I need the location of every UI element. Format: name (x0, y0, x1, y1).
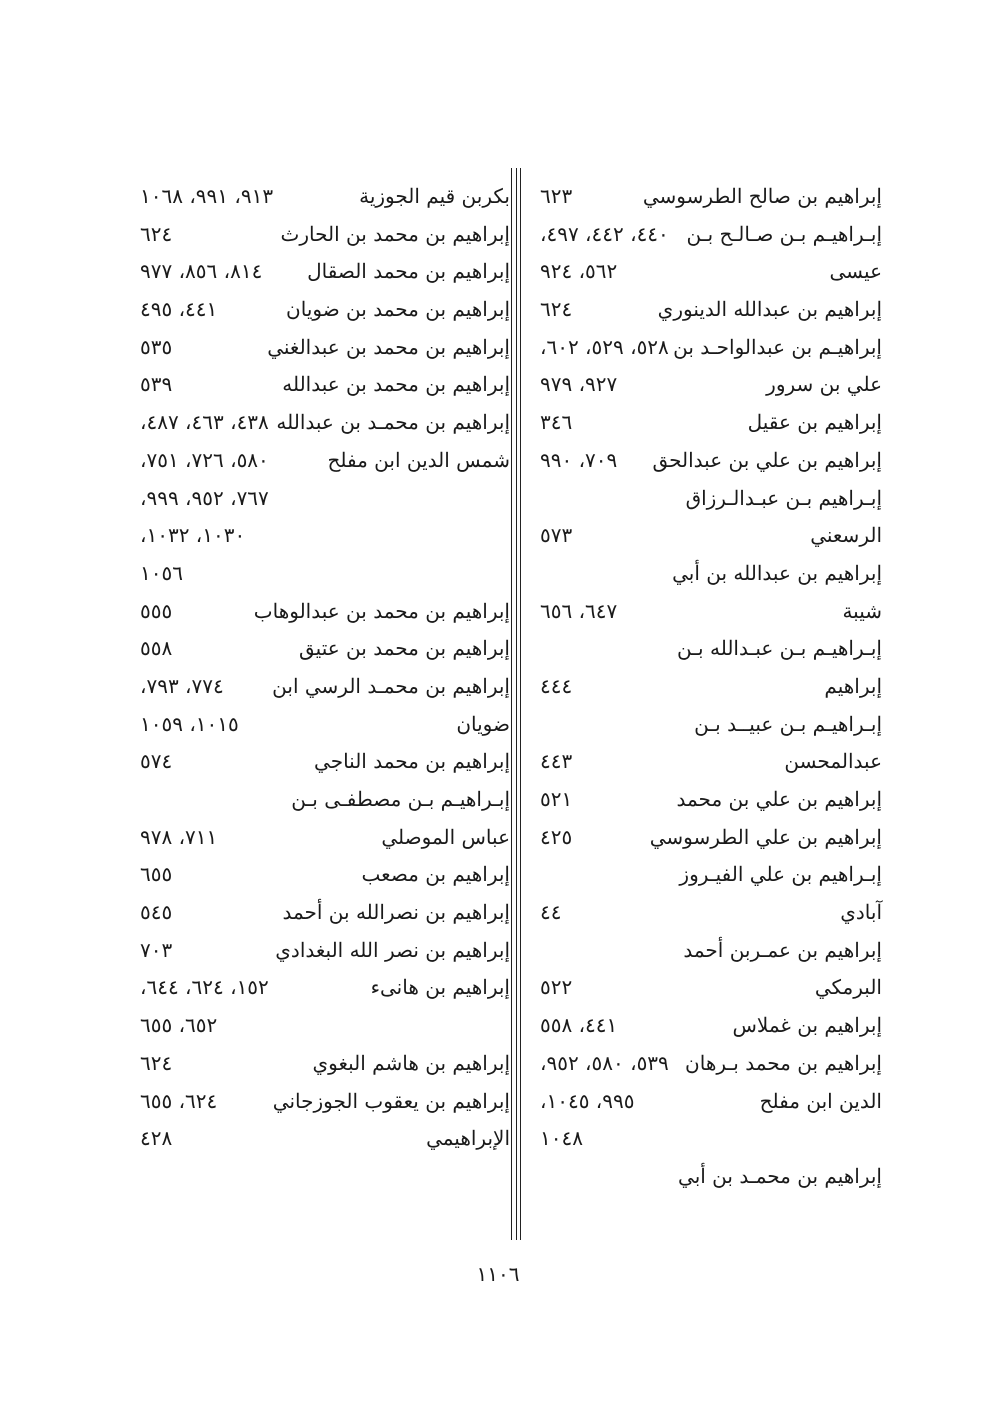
entry-pages: ٤٢٨ (140, 1126, 173, 1151)
entry-name: إبراهيم بن محمد الناجي (314, 749, 510, 774)
column-divider (520, 168, 521, 1240)
index-entry (522, 555, 882, 593)
entry-name: إبـراهيـم بـن صـالـح بـن (686, 221, 882, 246)
index-entry (140, 404, 510, 442)
entry-pages: ٤٤١، ٤٩٥ (140, 297, 218, 322)
entry-name: إبـراهيـم بـن مصطفـى بـن (291, 787, 510, 811)
index-entry (140, 291, 510, 329)
column-divider (516, 168, 517, 1240)
entry-name: إبراهيم بن علي الطرسوسي (649, 824, 882, 849)
index-entry (522, 969, 882, 1007)
index-entry (522, 894, 882, 932)
entry-pages: ٤٣٨، ٤٦٣، ٤٨٧، (140, 410, 269, 435)
index-entry (140, 894, 510, 932)
entry-pages: ١٠١٥، ١٠٥٩ (140, 711, 239, 736)
index-entry (522, 253, 882, 291)
entry-pages: ٥٨٠، ٧٢٦، ٧٥١، (140, 447, 269, 472)
entry-name: إبراهيم (824, 673, 882, 698)
entry-pages: ٤٢٥ (540, 824, 573, 849)
index-entry (140, 743, 510, 781)
entry-pages: ٧٠٣ (140, 937, 173, 962)
entry-pages: ٦٢٤ (140, 1050, 173, 1075)
index-entry (522, 932, 882, 970)
index-entry (522, 1045, 882, 1083)
index-entry (140, 819, 510, 857)
index-entry (140, 932, 510, 970)
entry-pages: ١٥٢، ٦٢٤، ٦٤٤، (140, 975, 269, 1000)
entry-pages: ٤٤١، ٥٥٨ (540, 1013, 618, 1038)
index-entry (522, 819, 882, 857)
entry-pages: ٧٦٧، ٩٥٢، ٩٩٩، (140, 485, 269, 510)
index-entry (522, 593, 882, 631)
entry-name: عيسى (829, 259, 882, 284)
entry-pages: ٥٢٢ (540, 975, 573, 1000)
index-entry (140, 253, 510, 291)
entry-pages: ٤٤ (540, 900, 562, 925)
index-entry (140, 555, 510, 593)
index-entry (140, 480, 510, 518)
entry-name: إبراهيم بن نصرالله بن أحمد (282, 900, 510, 925)
entry-pages: ٥٣٩ (140, 372, 173, 397)
entry-name: إبراهيـم بن عبدالواحـد بن (673, 334, 882, 359)
entry-name: علي بن سرور (766, 372, 882, 397)
entry-pages: ٦٢٣ (540, 184, 573, 208)
index-entry (140, 668, 510, 706)
index-entry (140, 178, 510, 216)
index-entry (522, 630, 882, 668)
entry-name: إبراهيم بن يعقوب الجوزجاني (272, 1088, 510, 1113)
entry-name: إبراهيم بن علي بن عبدالحق (652, 447, 882, 472)
entry-name: إبراهيم بن صالح الطرسوسي (642, 184, 882, 208)
entry-name: إبراهيم بن محمـد الرسي ابن (272, 673, 510, 698)
entry-name: إبراهيم بن محمد بـرهان (685, 1050, 882, 1075)
page-number: ١١٠٦ (476, 1262, 520, 1286)
index-entry (522, 706, 882, 744)
entry-name: شيبة (842, 598, 882, 623)
index-entry (522, 178, 882, 216)
entry-name: إبراهيم بن محمد بن الحارث (280, 221, 510, 246)
entry-pages: ٥٤٥ (140, 900, 173, 925)
entry-name: ضويان (456, 711, 510, 736)
entry-name: شمس الدين ابن مفلح (327, 447, 510, 472)
entry-pages: ٥٣٩، ٥٨٠، ٩٥٢، (540, 1050, 669, 1075)
entry-name: إبراهيم بن محمـد بن أبي (678, 1163, 882, 1188)
index-entry (140, 593, 510, 631)
index-entry (140, 517, 510, 555)
index-entry (522, 329, 882, 367)
entry-pages: ٥٣٥ (140, 334, 173, 359)
entry-name: إبراهيم بن عبدالله الدينوري (657, 297, 882, 322)
entry-name: إبراهيم بن مصعب (361, 862, 510, 887)
entry-name: إبراهيم بن محمد الصقال (307, 259, 510, 284)
index-entry (522, 366, 882, 404)
entry-name: إبراهيم بن محمد بن ضويان (286, 297, 510, 322)
index-entry (140, 630, 510, 668)
entry-name: إبراهيم بن محمد بن عبدالله (282, 372, 510, 397)
entry-name: إبراهيم بن غملاس (732, 1013, 882, 1038)
entry-pages: ٦٢٤ (140, 221, 173, 246)
entry-name: إبـراهيم بن علي الفيـروز (679, 862, 882, 887)
entry-pages: ٦٥٢، ٦٥٥ (140, 1013, 218, 1038)
index-entry (522, 1120, 882, 1158)
entry-pages: ٤٤٤ (540, 673, 573, 698)
entry-name: الدين ابن مفلح (759, 1088, 882, 1113)
index-entry (522, 404, 882, 442)
entry-name: إبراهيم بن هانىء (370, 975, 510, 1000)
entry-name: إبراهيم بن محمد بن عبدالغني (267, 334, 510, 359)
index-entry (140, 781, 510, 819)
entry-pages: ٥٢١ (540, 787, 573, 811)
entry-pages: ٩٩٥، ١٠٤٥، (540, 1088, 635, 1113)
entry-name: بكربن قيم الجوزية (359, 184, 510, 208)
entry-pages: ٥٧٣ (540, 523, 573, 548)
entry-pages: ٧١١، ٩٧٨ (140, 824, 218, 849)
entry-pages: ٨١٤، ٨٥٦، ٩٧٧ (140, 259, 263, 284)
index-entry (522, 1158, 882, 1196)
right-index-column (522, 178, 882, 1196)
entry-pages: ٥٥٨ (140, 636, 173, 661)
entry-name: إبراهيم بن هاشم البغوي (312, 1050, 510, 1075)
index-entry (140, 856, 510, 894)
index-entry (522, 442, 882, 480)
entry-name: إبراهيم بن محمد بن عبدالوهاب (253, 598, 510, 623)
index-entry (140, 1120, 510, 1158)
entry-name: إبـراهيـم بـن عبـدالله بـن (676, 636, 882, 661)
entry-pages: ١٠٥٦ (140, 560, 183, 585)
index-entry (522, 216, 882, 254)
entry-name: إبراهيم بن عبدالله بن أبي (672, 560, 882, 585)
entry-name: إبـراهيم بـن عبـدالـرزاق (685, 485, 882, 510)
index-entry (522, 856, 882, 894)
entry-pages: ٥٧٤ (140, 749, 173, 774)
entry-pages: ٤٤٣ (540, 749, 573, 774)
index-entry (522, 480, 882, 518)
entry-pages: ٦٢٤، ٦٥٥ (140, 1088, 218, 1113)
index-entry (522, 743, 882, 781)
entry-name: عباس الموصلي (381, 824, 510, 849)
entry-pages: ١٠٣٠، ١٠٣٢، (140, 523, 246, 548)
entry-pages: ١٠٤٨ (540, 1126, 583, 1151)
entry-name: البرمكي (814, 975, 882, 1000)
entry-pages: ٤٤٠، ٤٤٢، ٤٩٧، (540, 221, 669, 246)
entry-pages: ٦٥٥ (140, 862, 173, 887)
entry-name: إبراهيم بن نصر الله البغدادي (275, 937, 510, 962)
entry-pages: ٥٢٨، ٥٢٩، ٦٠٢، (540, 334, 669, 359)
entry-name: إبـراهيـم بـن عبيــد بـن (694, 711, 882, 736)
index-entry (140, 1045, 510, 1083)
column-divider (511, 168, 512, 1240)
entry-pages: ٥٦٢، ٩٢٤ (540, 259, 618, 284)
entry-pages: ٩١٣، ٩٩١، ١٠٦٨ (140, 184, 274, 208)
index-entry (140, 706, 510, 744)
index-entry (140, 442, 510, 480)
entry-name: الإبراهيمي (426, 1126, 510, 1151)
entry-name: إبراهيم بن علي بن محمد (676, 787, 882, 811)
index-entry (522, 291, 882, 329)
index-entry (140, 366, 510, 404)
index-entry (522, 668, 882, 706)
entry-pages: ٥٥٥ (140, 598, 173, 623)
entry-name: الرسعني (810, 523, 882, 548)
entry-pages: ٧٠٩، ٩٩٠ (540, 447, 618, 472)
entry-pages: ٦٤٧، ٦٥٦ (540, 598, 618, 623)
left-index-column (140, 178, 510, 1158)
entry-pages: ٩٢٧، ٩٧٩ (540, 372, 618, 397)
index-entry (522, 781, 882, 819)
index-entry (522, 517, 882, 555)
entry-name: عبدالمحسن (784, 749, 882, 774)
entry-name: إبراهيم بن محمد بن عتيق (299, 636, 510, 661)
entry-name: إبراهيم بن عقيل (747, 410, 882, 435)
index-entry (140, 1007, 510, 1045)
entry-pages: ٧٧٤، ٧٩٣، (140, 673, 224, 698)
index-entry (140, 216, 510, 254)
entry-pages: ٦٢٤ (540, 297, 573, 322)
entry-name: إبراهيم بن عمـربن أحمد (683, 937, 882, 962)
entry-name: آبادي (840, 900, 882, 925)
index-entry (522, 1083, 882, 1121)
entry-name: إبراهيم بن محمـد بن عبدالله (276, 410, 510, 435)
index-entry (140, 329, 510, 367)
index-entry (522, 1007, 882, 1045)
index-entry (140, 969, 510, 1007)
index-entry (140, 1083, 510, 1121)
entry-pages: ٣٤٦ (540, 410, 573, 435)
